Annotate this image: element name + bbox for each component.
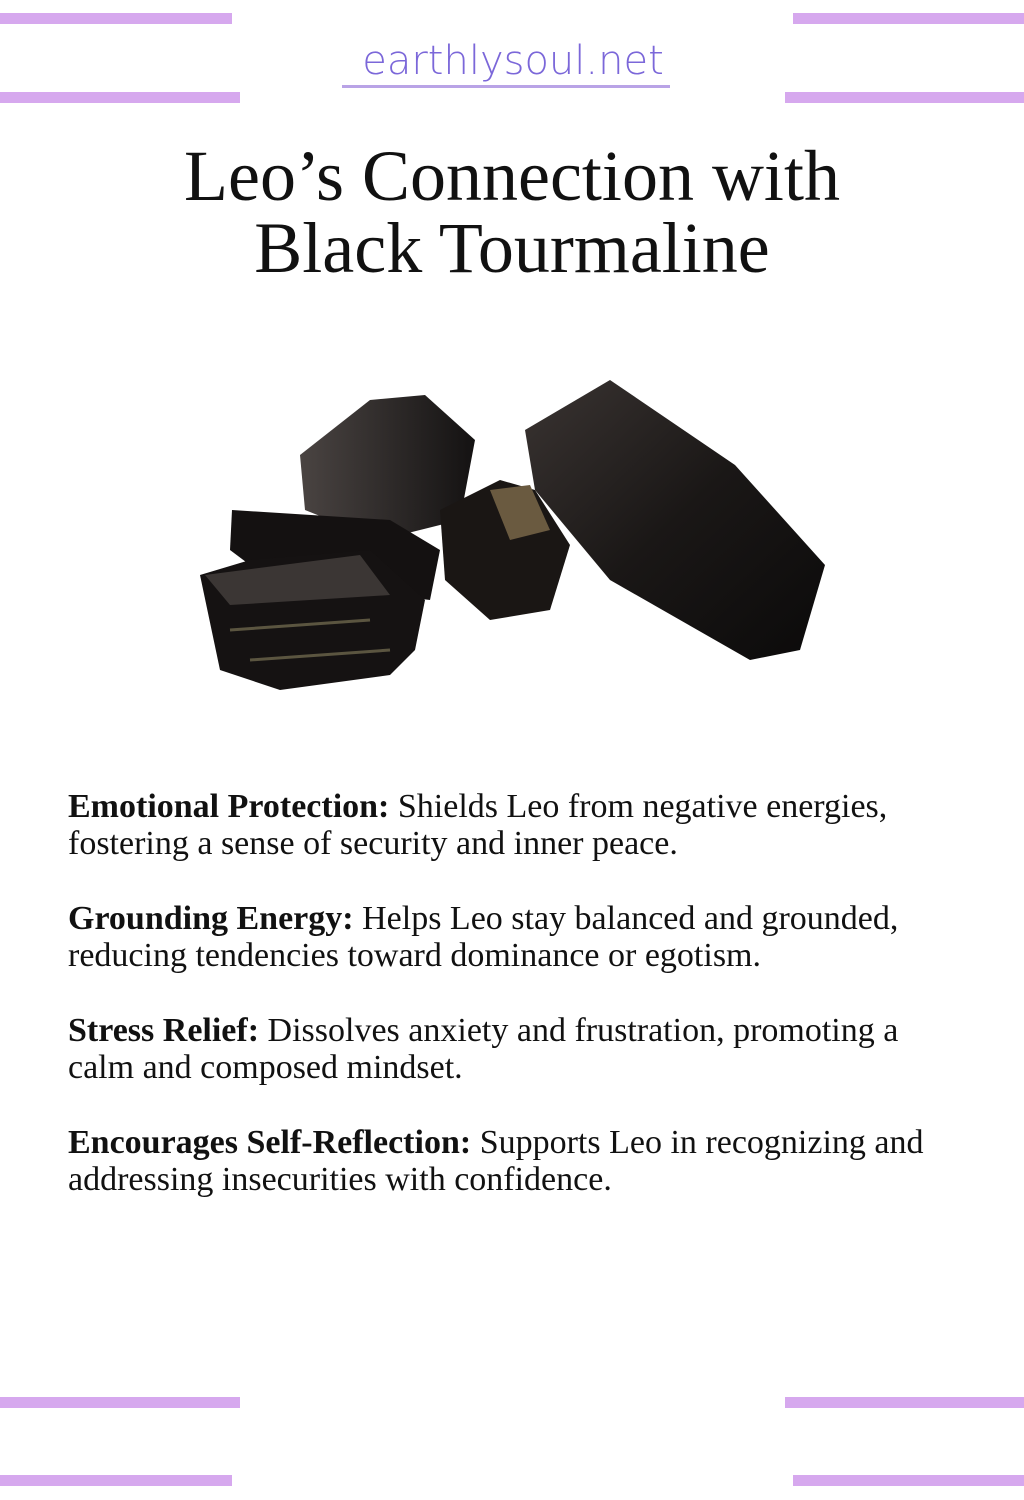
page-title: [0, 136, 1024, 288]
benefit-text: Supports Leo in recognizing and addressing insecurities with confidence.: [68, 1124, 924, 1198]
site-logo[interactable]: [338, 38, 688, 90]
benefit-text: Shields Leo from negative energies, fostering a sense of security and inner peace.: [68, 788, 888, 862]
benefit-text: Helps Leo stay balanced and grounded, reducing tendencies toward dominance or egotism.: [68, 900, 899, 974]
benefit-heading: Emotional Protection:: [68, 788, 390, 825]
benefit-item: [68, 900, 948, 974]
decorative-bar: [793, 1475, 1024, 1486]
black-tourmaline-image: [190, 370, 840, 710]
title-line-1: Leo’s Connection with: [184, 136, 840, 216]
decorative-bar: [0, 92, 240, 103]
logo-underline: [342, 85, 670, 88]
benefit-heading: Grounding Energy:: [68, 900, 354, 937]
decorative-bar: [785, 1397, 1024, 1408]
benefit-item: [68, 1012, 948, 1086]
decorative-bar: [793, 13, 1024, 24]
decorative-bar: [785, 92, 1024, 103]
title-line-2: Black Tourmaline: [254, 208, 770, 288]
benefits-list: [68, 788, 948, 1236]
decorative-bar: [0, 1475, 232, 1486]
benefit-heading: Stress Relief:: [68, 1012, 260, 1049]
benefit-item: [68, 1124, 948, 1198]
benefit-heading: Encourages Self-Reflection:: [68, 1124, 472, 1161]
decorative-bar: [0, 13, 232, 24]
logo-text: earthlysoul.net: [362, 38, 664, 84]
benefit-text: Dissolves anxiety and frustration, promoting a calm and composed mindset.: [68, 1012, 899, 1086]
decorative-bar: [0, 1397, 240, 1408]
benefit-item: [68, 788, 948, 862]
